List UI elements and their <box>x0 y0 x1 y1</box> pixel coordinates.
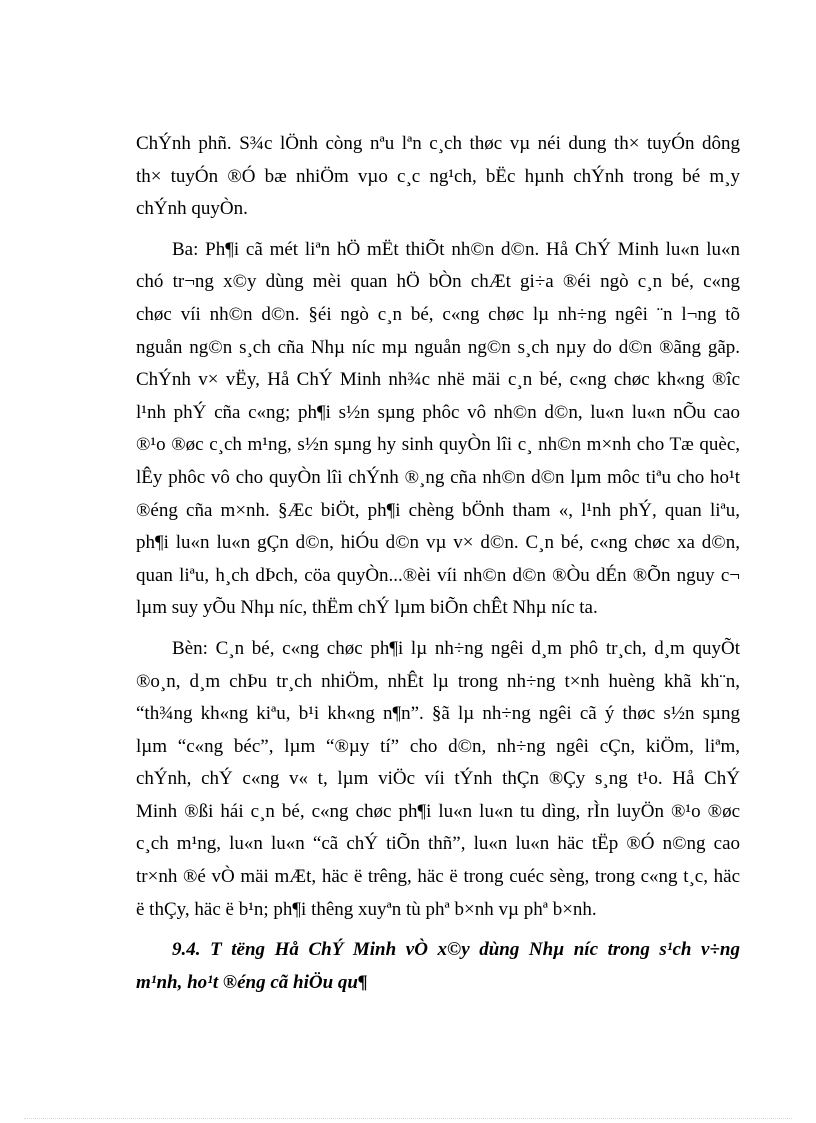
paragraph-gap <box>136 226 740 234</box>
text-line: lÊy phôc vô cho quyÒn lîi chÝnh ®¸ng cña nh©n d©n lµm môc tiªu cho ho¹t <box>136 466 740 488</box>
text-line: lµm suy yÕu Nhµ níc, thËm chÝ lµm biÕn chÊt Nhµ níc ta. <box>136 597 598 619</box>
section-heading <box>136 934 740 999</box>
text-line: Bèn: C¸n bé, c«ng chøc ph¶i lµ nh÷ng ngêi d¸m phô tr¸ch, d¸m quyÕt <box>172 637 740 659</box>
text-line: chÝnh, chÝ c«ng v« t, lµm viÖc víi tÝnh thÇn ®Çy s¸ng t¹o. Hå ChÝ <box>136 768 740 790</box>
text-line: c¸ch m¹ng, lu«n lu«n “cã chÝ tiÕn thñ”, lu«n lu«n häc tËp ®Ó n©ng cao <box>136 833 740 855</box>
text-line: ®¹o ®øc c¸ch m¹ng, s½n sµng hy sinh quyÒn lîi c¸ nh©n m×nh cho Tæ quèc, <box>136 434 740 456</box>
text-line: Ba: Ph¶i cã mét liªn hÖ mËt thiÕt nh©n d©n. Hå ChÝ Minh lu«n lu«n <box>172 238 740 260</box>
text-line: ®éng cña m×nh. §Æc biÖt, ph¶i chèng bÖnh tham «, l¹nh phÝ, quan liªu, <box>136 499 740 521</box>
paragraph <box>136 128 740 226</box>
text-line: quan liªu, h¸ch dÞch, cöa quyÒn...®èi víi nh©n d©n ®Òu dÉn ®Õn nguy c¬ <box>136 564 740 586</box>
paragraph <box>136 234 740 625</box>
text-line: m¹nh, ho¹t ®éng cã hiÖu qu¶ <box>136 971 368 993</box>
text-line: ChÝnh v× vËy, Hå ChÝ Minh nh¾c nhë mäi c¸n bé, c«ng chøc kh«ng ®îc <box>136 369 740 391</box>
text-line: chÝnh quyÒn. <box>136 198 248 220</box>
paragraph-gap <box>136 926 740 934</box>
text-line: ChÝnh phñ. S¾c lÖnh còng nªu lªn c¸ch thøc vµ néi dung th× tuyÓn dông <box>136 133 740 154</box>
text-line: chøc víi nh©n d©n. §éi ngò c¸n bé, c«ng chøc lµ nh÷ng ngêi ¨n l¬ng tõ <box>136 303 740 325</box>
text-line: “th¾ng kh«ng kiªu, b¹i kh«ng n¶n”. §ã lµ nh÷ng ngêi cã ý thøc s½n sµng <box>136 703 740 725</box>
text-line: ®o¸n, d¸m chÞu tr¸ch nhiÖm, nhÊt lµ trong nh÷ng t×nh huèng khã kh¨n, <box>136 670 740 692</box>
text-line: ph¶i lu«n lu«n gÇn d©n, hiÓu d©n vµ v× d©n. C¸n bé, c«ng chøc xa d©n, <box>136 532 740 554</box>
text-line: chó tr¬ng x©y dùng mèi quan hÖ bÒn chÆt gi÷a ®éi ngò c¸n bé, c«ng <box>136 271 740 293</box>
paragraph-gap <box>136 625 740 633</box>
body-text <box>136 128 740 999</box>
text-line: Minh ®ßi hái c¸n bé, c«ng chøc ph¶i lu«n lu«n tu dìng, rÌn luyÖn ®¹o ®øc <box>136 800 740 822</box>
text-line: l¹nh phÝ cña c«ng; ph¶i s½n sµng phôc vô nh©n d©n, lu«n lu«n nÕu cao <box>136 401 740 423</box>
text-line: lµm “c«ng béc”, lµm “®µy tí” cho d©n, nh÷ng ngêi cÇn, kiÖm, liªm, <box>136 735 740 757</box>
text-line: nguån ng©n s¸ch cña Nhµ níc mµ nguån ng©n s¸ch nµy do d©n ®ãng gãp. <box>136 336 740 358</box>
text-line: tr×nh ®é vÒ mäi mÆt, häc ë trêng, häc ë trong cuéc sèng, trong c«ng t¸c, häc <box>136 866 740 888</box>
text-line: ë thÇy, häc ë b¹n; ph¶i thêng xuyªn tù phª b×nh vµ phª b×nh. <box>136 898 597 920</box>
page-bottom-divider <box>24 1118 792 1119</box>
text-line: th× tuyÓn ®Ó bæ nhiÖm vµo c¸c ng¹ch, bËc hµnh chÝnh trong bé m¸y <box>136 165 740 187</box>
text-line: 9.4. T tëng Hå ChÝ Minh vÒ x©y dùng Nhµ níc trong s¹ch v÷ng <box>172 939 740 961</box>
paragraph <box>136 633 740 926</box>
